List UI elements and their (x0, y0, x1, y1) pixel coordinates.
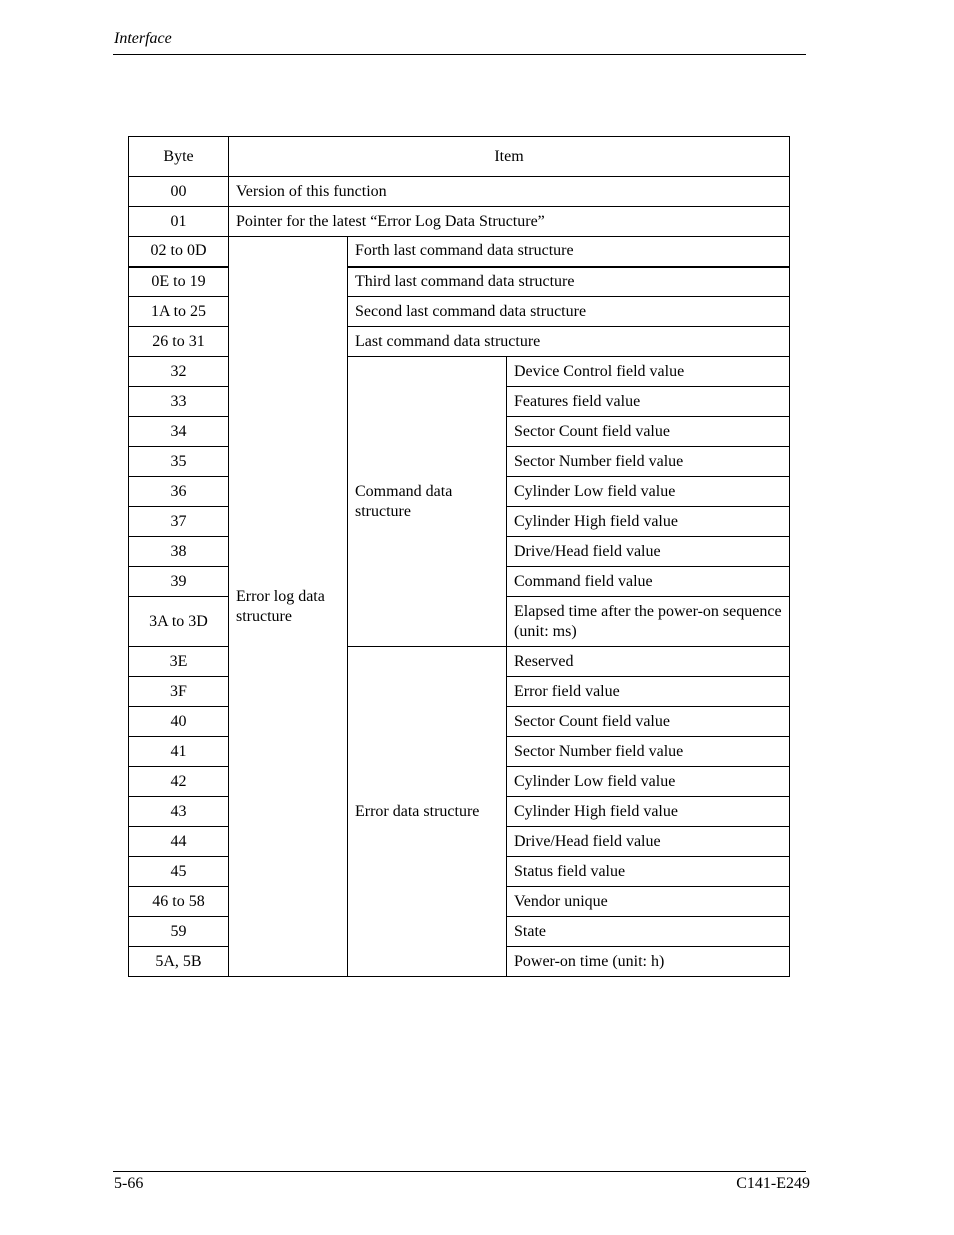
item-cell: Reserved (507, 647, 790, 677)
table-row (129, 647, 790, 677)
table-row (129, 207, 790, 237)
running-header: Interface (114, 30, 172, 47)
byte-cell: 3A to 3D (129, 597, 229, 647)
item-cell: Vendor unique (507, 887, 790, 917)
footer-rule (113, 1171, 806, 1172)
byte-cell: 3E (129, 647, 229, 677)
item-cell: Version of this function (229, 177, 790, 207)
item-cell: Drive/Head field value (507, 827, 790, 857)
command-data-structure-cell: Command data structure (348, 357, 507, 647)
item-cell: Power-on time (unit: h) (507, 947, 790, 977)
byte-cell: 0E to 19 (129, 267, 229, 297)
item-column-header: Item (229, 137, 790, 177)
item-cell: Last command data structure (348, 327, 790, 357)
item-cell: State (507, 917, 790, 947)
byte-cell: 32 (129, 357, 229, 387)
byte-cell: 33 (129, 387, 229, 417)
byte-cell: 37 (129, 507, 229, 537)
item-cell: Third last command data structure (348, 267, 790, 297)
page-number: 5-66 (114, 1175, 144, 1192)
byte-cell: 36 (129, 477, 229, 507)
byte-cell: 44 (129, 827, 229, 857)
byte-cell: 00 (129, 177, 229, 207)
item-cell: Cylinder Low field value (507, 767, 790, 797)
item-cell: Cylinder Low field value (507, 477, 790, 507)
table-row (129, 297, 790, 327)
byte-column-header: Byte (129, 137, 229, 177)
item-cell: Device Control field value (507, 357, 790, 387)
table-header-row (129, 137, 790, 177)
item-cell: Pointer for the latest “Error Log Data Structure” (229, 207, 790, 237)
item-cell: Sector Count field value (507, 707, 790, 737)
byte-cell: 46 to 58 (129, 887, 229, 917)
byte-cell: 59 (129, 917, 229, 947)
byte-cell: 3F (129, 677, 229, 707)
item-cell: Forth last command data structure (348, 237, 790, 267)
header-rule (113, 54, 806, 55)
byte-cell: 45 (129, 857, 229, 887)
byte-cell: 43 (129, 797, 229, 827)
item-cell: Sector Count field value (507, 417, 790, 447)
table-row (129, 357, 790, 387)
item-cell: Elapsed time after the power-on sequence (unit: ms) (507, 597, 790, 647)
byte-cell: 01 (129, 207, 229, 237)
item-cell: Second last command data structure (348, 297, 790, 327)
byte-cell: 39 (129, 567, 229, 597)
item-cell: Cylinder High field value (507, 797, 790, 827)
item-cell: Sector Number field value (507, 737, 790, 767)
byte-cell: 02 to 0D (129, 237, 229, 267)
table-row (129, 267, 790, 297)
error-log-table (128, 136, 790, 977)
byte-cell: 34 (129, 417, 229, 447)
byte-cell: 26 to 31 (129, 327, 229, 357)
document-code: C141-E249 (736, 1175, 810, 1192)
byte-cell: 42 (129, 767, 229, 797)
byte-cell: 35 (129, 447, 229, 477)
item-cell: Cylinder High field value (507, 507, 790, 537)
item-cell: Drive/Head field value (507, 537, 790, 567)
error-data-structure-cell: Error data structure (348, 647, 507, 977)
item-cell: Error field value (507, 677, 790, 707)
byte-cell: 41 (129, 737, 229, 767)
item-cell: Command field value (507, 567, 790, 597)
byte-cell: 40 (129, 707, 229, 737)
table-row (129, 177, 790, 207)
byte-cell: 5A, 5B (129, 947, 229, 977)
table-row (129, 327, 790, 357)
item-cell: Status field value (507, 857, 790, 887)
byte-cell: 1A to 25 (129, 297, 229, 327)
item-cell: Sector Number field value (507, 447, 790, 477)
error-log-structure-cell: Error log data structure (229, 237, 348, 977)
table-row (129, 237, 790, 267)
item-cell: Features field value (507, 387, 790, 417)
byte-cell: 38 (129, 537, 229, 567)
